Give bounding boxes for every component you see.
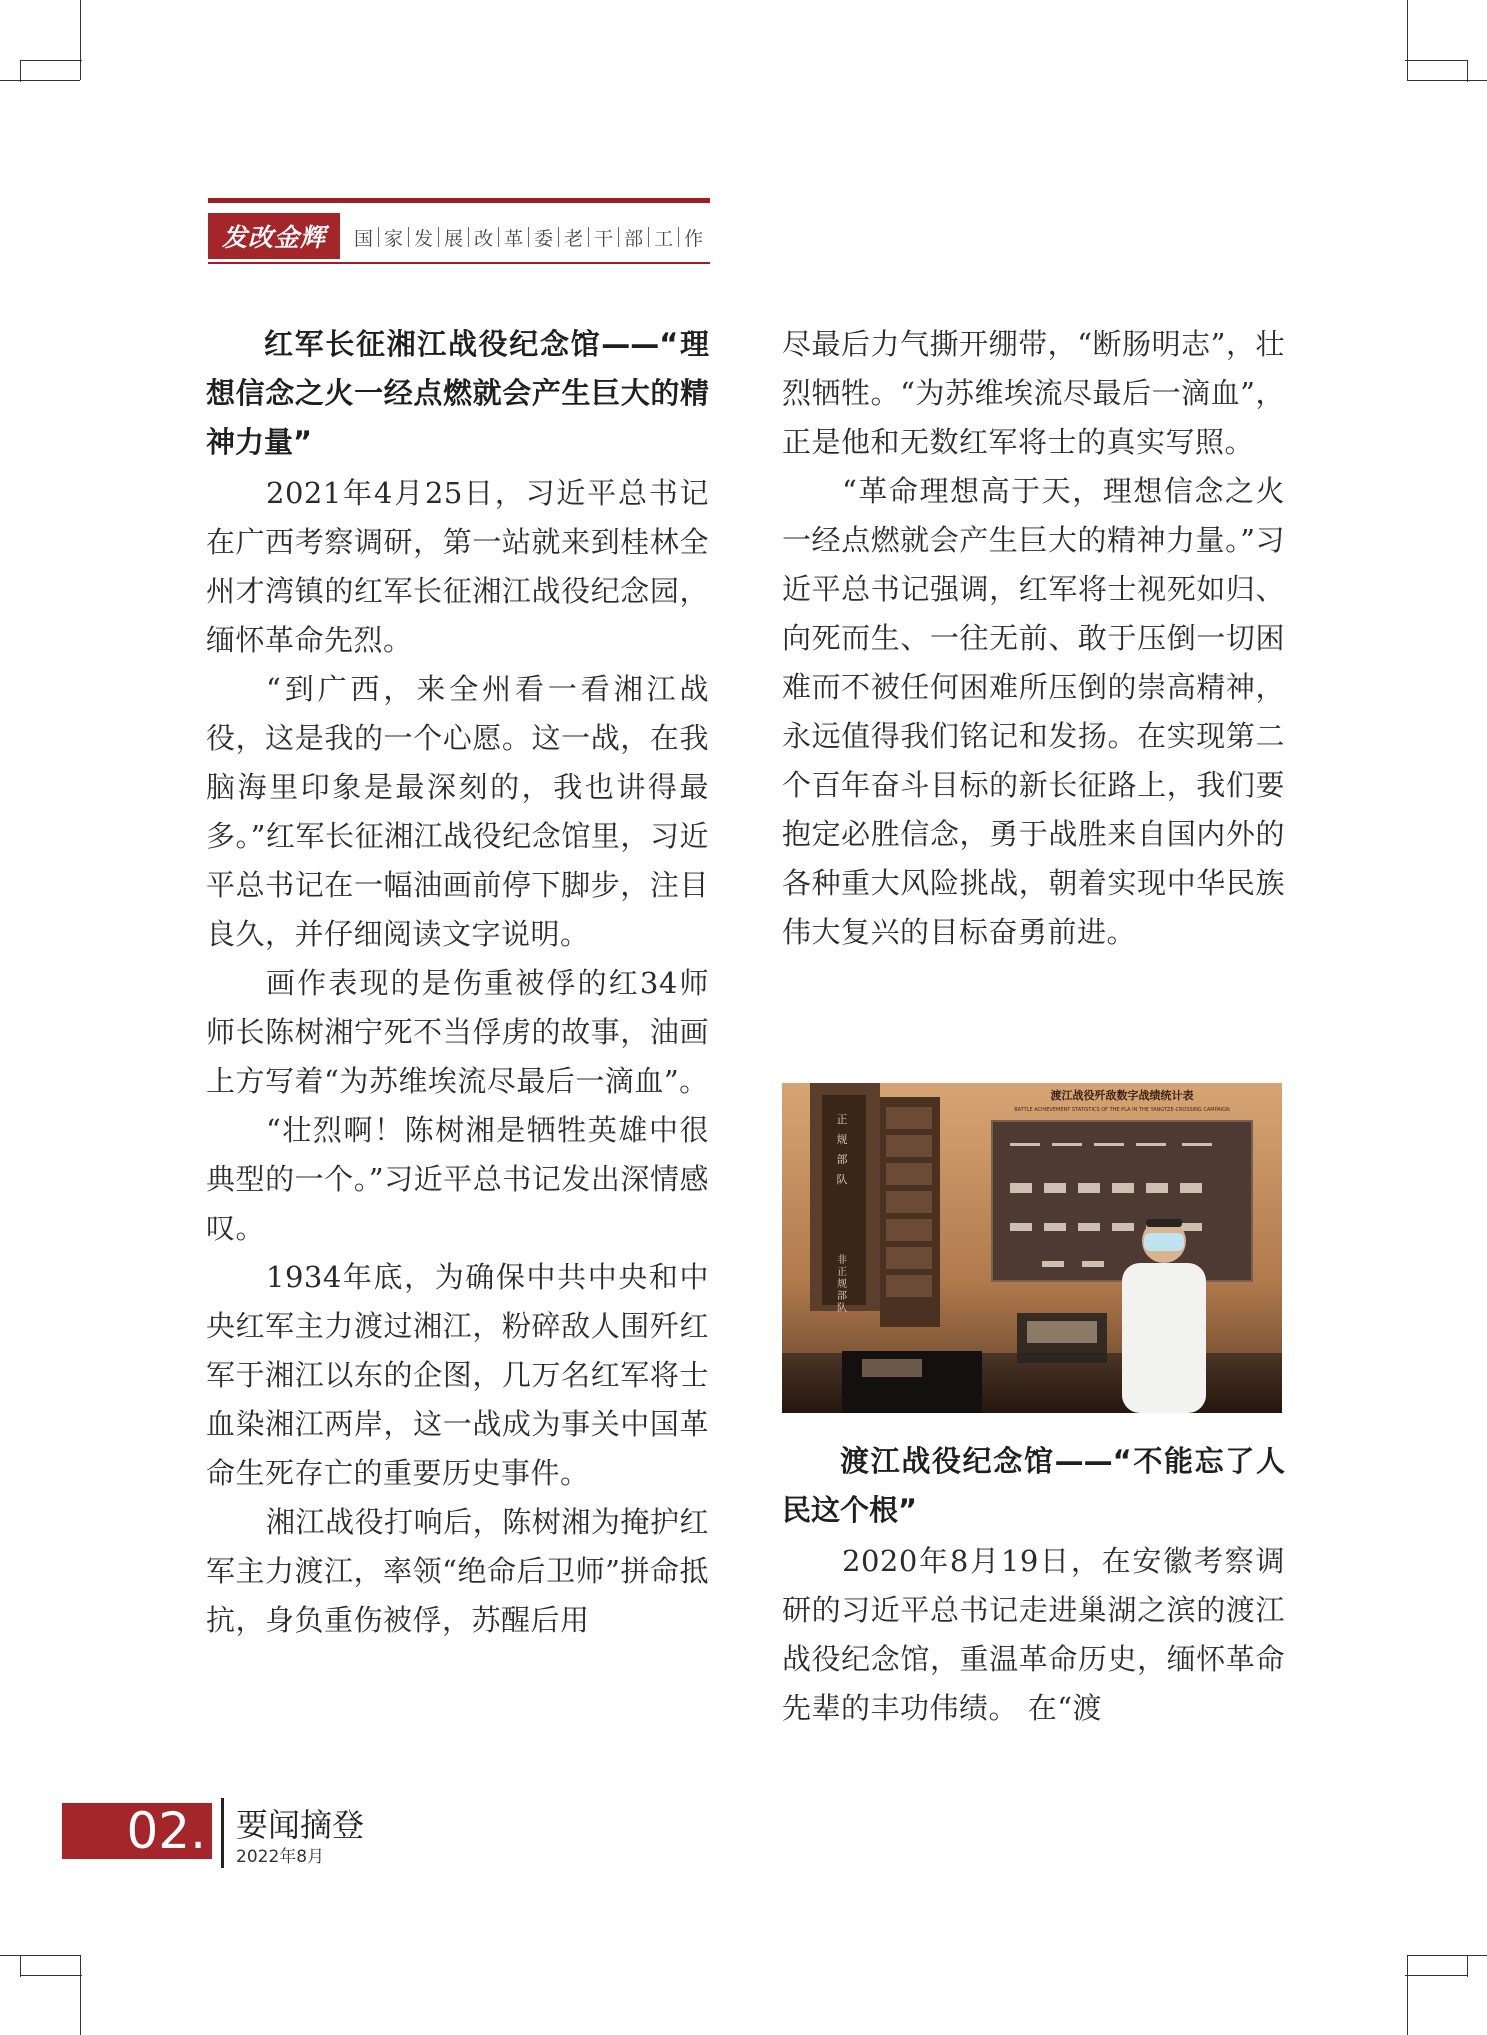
crop-mark-tr-v bbox=[1407, 0, 1408, 80]
crop-mark-br-h2 bbox=[1405, 1975, 1467, 1976]
org-char: 国 bbox=[354, 227, 374, 250]
panel-text: 部 bbox=[837, 1291, 847, 1302]
crop-mark-bl-v2 bbox=[20, 1955, 21, 1977]
org-char: 委 bbox=[534, 227, 554, 250]
header-top-rule bbox=[208, 198, 710, 203]
org-char: 发 bbox=[414, 227, 434, 250]
org-char: 改 bbox=[474, 227, 494, 250]
org-char: 展 bbox=[444, 227, 464, 250]
panel-text: 队 bbox=[837, 1303, 847, 1314]
org-char: 老 bbox=[564, 227, 584, 250]
museum-photo-illustration bbox=[782, 1083, 1282, 1413]
panel-text: 规 bbox=[836, 1133, 848, 1146]
panel-text: 部 bbox=[836, 1153, 848, 1166]
paragraph: 1934年底，为确保中共中央和中央红军主力渡过湘江，粉碎敌人围歼红军于湘江以东的企图，几万名红军将士血染湘江两岸，这一战成为事关中国革命生死存亡的重要历史事件。 bbox=[206, 1260, 709, 1490]
paragraph: 2021年4月25日，习近平总书记在广西考察调研，第一站就来到桂林全州才湾镇的红军长征湘江战役纪念园，缅怀革命先烈。 bbox=[206, 476, 709, 657]
board-title: 渡江战役歼敌数字战绩统计表 bbox=[1050, 1089, 1194, 1102]
panel-text: 队 bbox=[836, 1173, 848, 1186]
panel-text: 正 bbox=[837, 1267, 847, 1278]
issue-date: 2022年8月 bbox=[236, 1847, 325, 1867]
crop-mark-br-h bbox=[1407, 1955, 1487, 1956]
org-char: 家 bbox=[384, 227, 404, 250]
org-char: 部 bbox=[624, 227, 644, 250]
paragraph-continuation: 尽最后力气撕开绷带，“断肠明志”，壮烈牺牲。“为苏维埃流尽最后一滴血”，正是他和无数红军将士的真实写照。 bbox=[782, 327, 1285, 459]
header-bottom-rule bbox=[208, 262, 710, 264]
footer-divider bbox=[221, 1798, 224, 1868]
crop-mark-tl-h bbox=[0, 80, 80, 81]
crop-mark-bl-h2 bbox=[20, 1975, 82, 1976]
section-heading-xiangjiang: 红军长征湘江战役纪念馆——“理想信念之火一经点燃就会产生巨大的精神力量” bbox=[206, 327, 709, 459]
crop-mark-tl-h2 bbox=[20, 60, 82, 61]
right-column bbox=[782, 320, 1285, 957]
paragraph: “壮烈啊！陈树湘是牺牲英雄中很典型的一个。”习近平总书记发出深情感叹。 bbox=[206, 1113, 709, 1245]
org-char: 作 bbox=[684, 227, 704, 250]
page-number: 02. bbox=[62, 1803, 212, 1859]
crop-mark-tr-h2 bbox=[1405, 60, 1467, 61]
panel-text: 正 bbox=[836, 1113, 848, 1126]
paragraph: “到广西，来全州看一看湘江战役，这是我的一个心愿。这一战，在我脑海里印象是最深刻的，我也讲得最多。”红军长征湘江战役纪念馆里，习近平总书记在一幅油画前停下脚步，注目良久，并仔细阅读文字说明。 bbox=[206, 672, 709, 951]
panel-text: 规 bbox=[837, 1279, 847, 1290]
paragraph: 画作表现的是伤重被俘的红34师师长陈树湘宁死不当俘虏的故事，油画上方写着“为苏维埃流尽最后一滴血”。 bbox=[206, 966, 709, 1098]
crop-mark-br-v2 bbox=[1467, 1955, 1468, 1977]
section-title: 要闻摘登 bbox=[236, 1806, 365, 1844]
crop-mark-bl-v bbox=[80, 1955, 81, 2035]
crop-mark-bl-h bbox=[0, 1955, 80, 1956]
museum-photo bbox=[782, 1083, 1282, 1413]
org-char: 革 bbox=[504, 227, 524, 250]
header-organization bbox=[354, 222, 703, 252]
crop-mark-tl-v bbox=[80, 0, 81, 80]
crop-mark-tr-h bbox=[1407, 80, 1487, 81]
paragraph: “革命理想高于天，理想信念之火一经点燃就会产生巨大的精神力量。”习近平总书记强调，红军将士视死如归、向死而生、一往无前、敢于压倒一切困难而不被任何困难所压倒的崇高精神，永远值得我们铭记和发扬。在实现第二个百年奋斗目标的新长征路上，我们要抱定必胜信念，勇于战胜来自国内外的各种重大风险挑战，朝着实现中华民族伟大复兴的目标奋勇前进。 bbox=[782, 474, 1285, 949]
panel-text: 非 bbox=[837, 1255, 847, 1266]
crop-mark-tr-v2 bbox=[1467, 60, 1468, 82]
org-char: 干 bbox=[594, 227, 614, 250]
right-column-lower bbox=[782, 1437, 1285, 1733]
board-subtitle: BATTLE ACHIEVEMENT STATISTICS OF THE PLA IN THE YANGTZE-CROSSING CAMPAIGN bbox=[1014, 1107, 1230, 1113]
paragraph: 湘江战役打响后，陈树湘为掩护红军主力渡江，率领“绝命后卫师”拼命抵抗，身负重伤被俘，苏醒后用 bbox=[206, 1505, 709, 1637]
crop-mark-br-v bbox=[1407, 1955, 1408, 2035]
left-column bbox=[206, 320, 709, 1645]
crop-mark-tl-v2 bbox=[20, 60, 21, 82]
org-char: 工 bbox=[654, 227, 674, 250]
magazine-logo: 发改金辉 bbox=[208, 213, 340, 259]
paragraph: 2020年8月19日，在安徽考察调研的习近平总书记走进巢湖之滨的渡江战役纪念馆，重温革命历史，缅怀革命先辈的丰功伟绩。 在“渡 bbox=[782, 1544, 1285, 1725]
section-heading-dujiang: 渡江战役纪念馆——“不能忘了人民这个根” bbox=[782, 1444, 1285, 1527]
